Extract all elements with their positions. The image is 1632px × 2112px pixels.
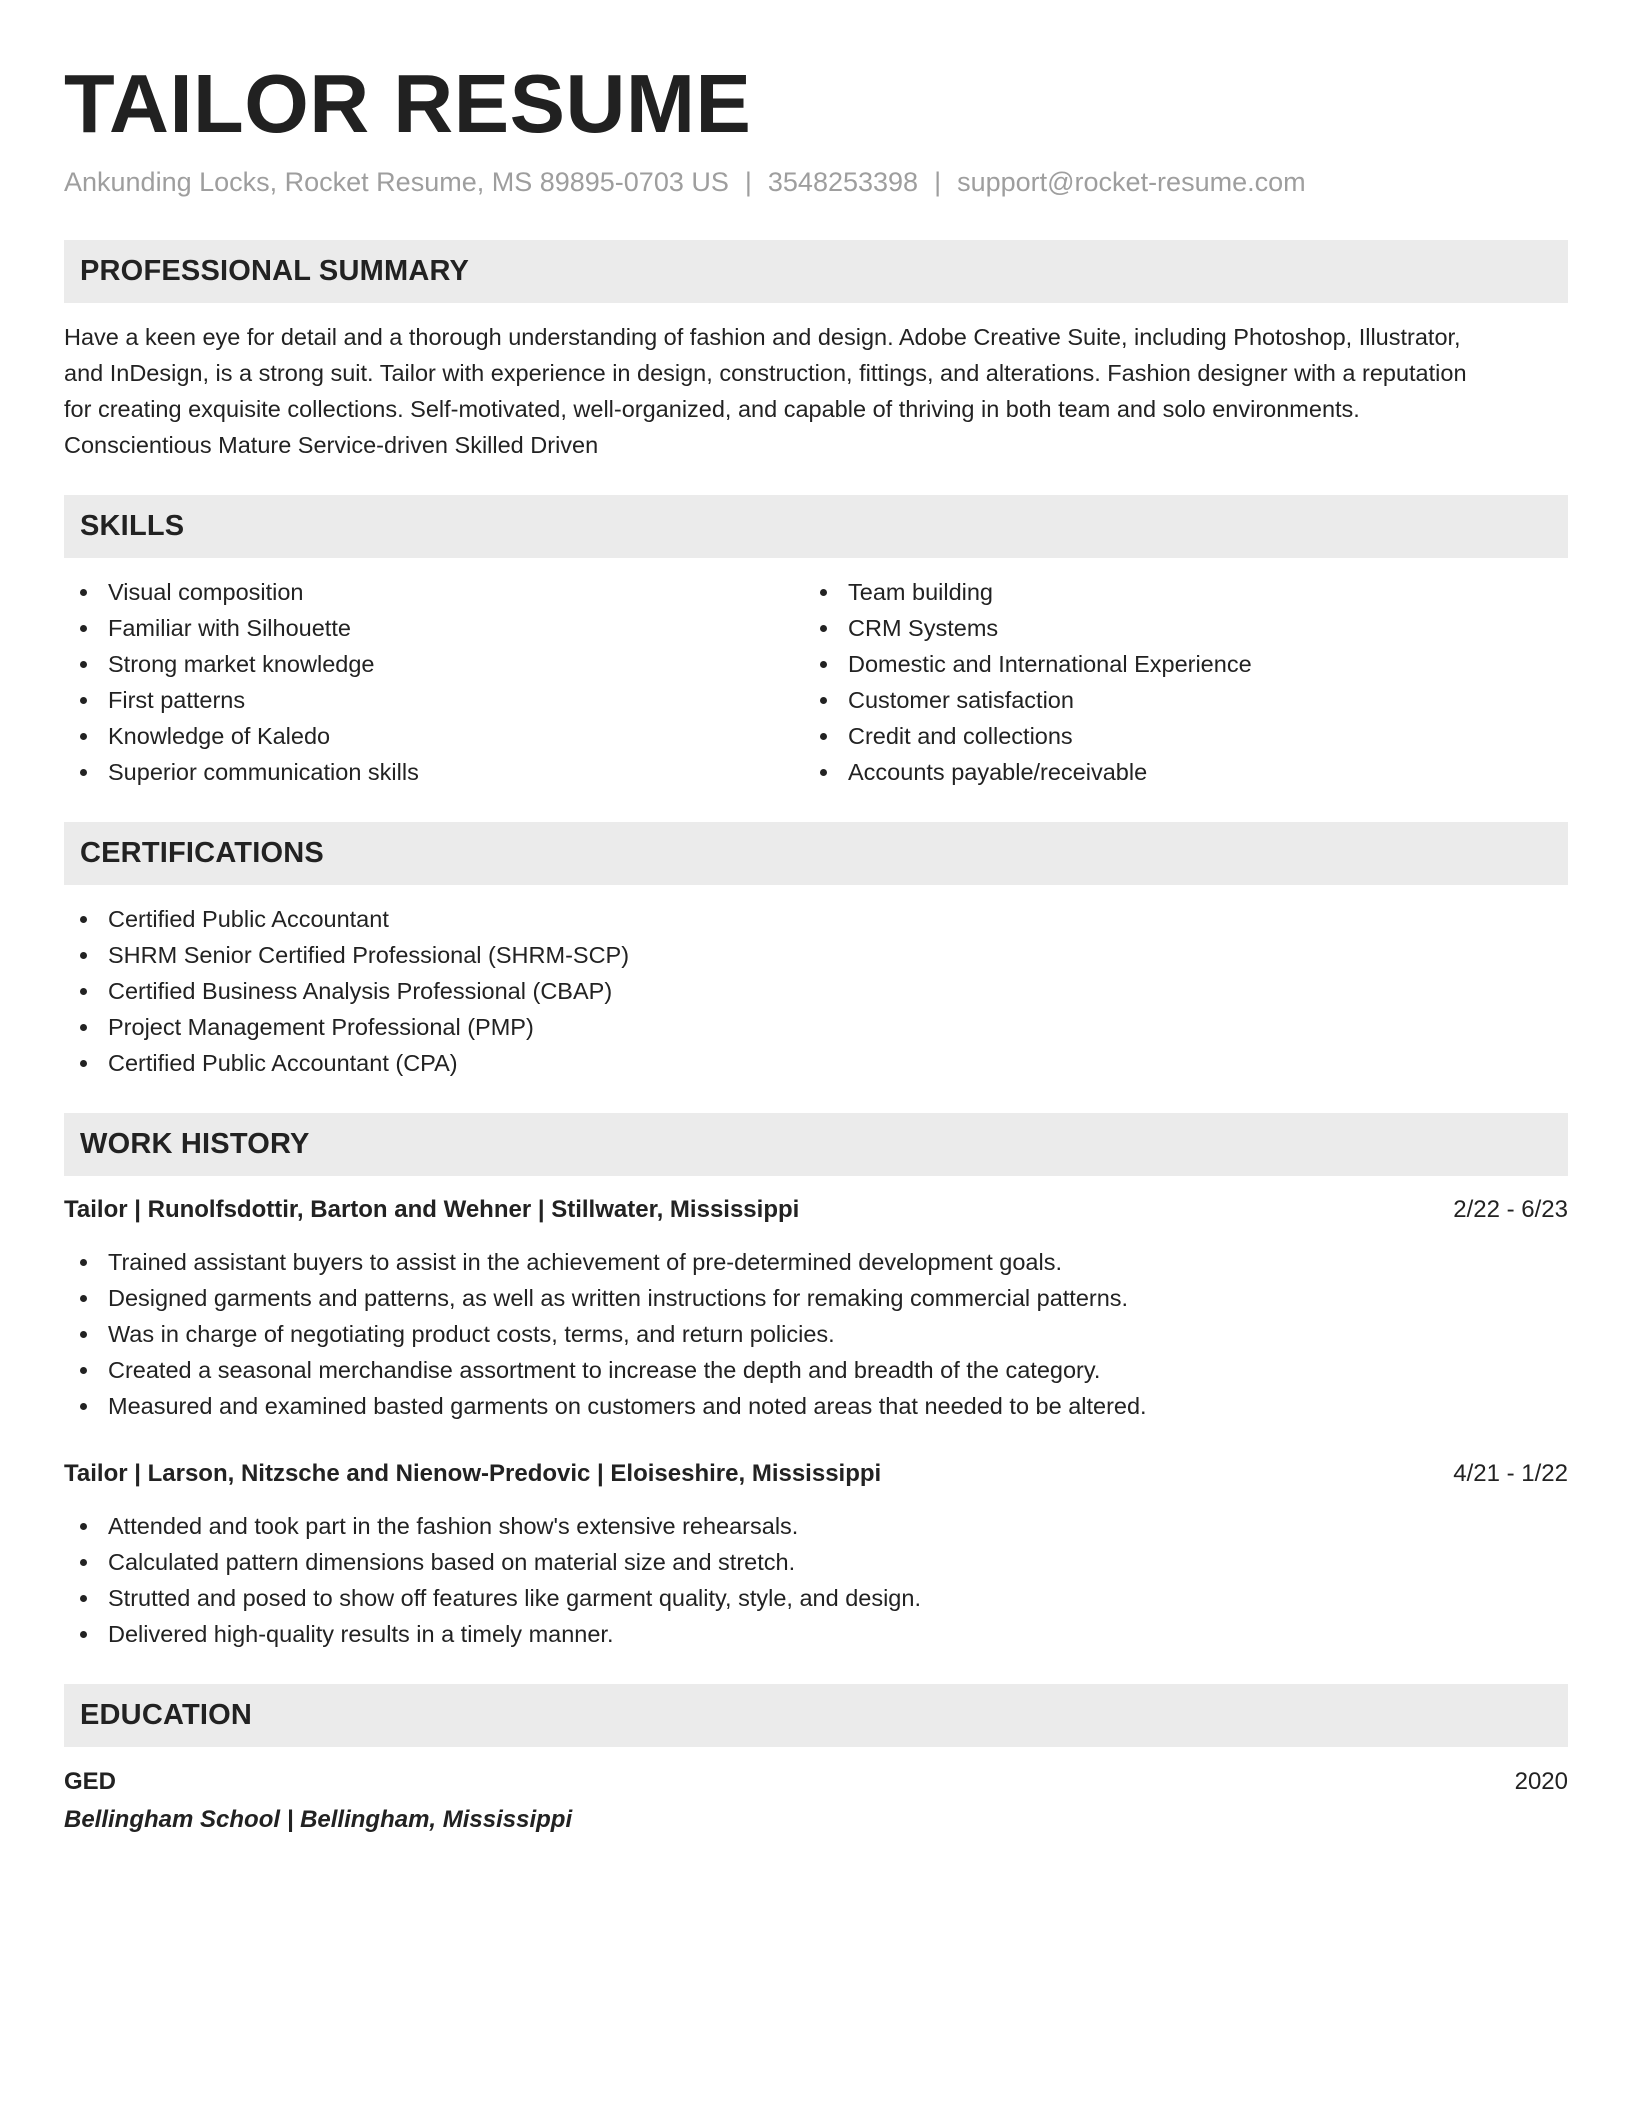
- certification-label: SHRM Senior Certified Professional (SHRM-SCP): [108, 942, 630, 968]
- bullet-dot: [80, 589, 87, 596]
- skill-item: [804, 574, 1544, 610]
- summary-line: and InDesign, is a strong suit. Tailor with experience in design, construction, fittings, and alterations. Fashion designer with a reputation: [64, 360, 1467, 386]
- job-bullet: [64, 1388, 1568, 1424]
- skill-label: Visual composition: [108, 579, 304, 605]
- bullet-dot: [820, 697, 827, 704]
- job-bullets: [64, 1508, 1568, 1652]
- job-bullet: [64, 1616, 1568, 1652]
- contact-email: support@rocket-resume.com: [957, 167, 1306, 197]
- job-title: Tailor | Runolfsdottir, Barton and Wehner | Stillwater, Mississippi: [64, 1196, 800, 1223]
- skill-label: Familiar with Silhouette: [108, 615, 351, 641]
- bullet-dot: [80, 1367, 87, 1374]
- education-header: [64, 1763, 1568, 1801]
- job-dates: 2/22 - 6/23: [1453, 1196, 1568, 1223]
- certification-label: Certified Business Analysis Professional (CBAP): [108, 978, 613, 1004]
- skill-label: Strong market knowledge: [108, 651, 375, 677]
- certification-label: Certified Public Accountant (CPA): [108, 1050, 458, 1076]
- skill-item: [804, 754, 1544, 790]
- skill-item: [64, 682, 804, 718]
- job-bullets: [64, 1244, 1568, 1424]
- bullet-dot: [820, 625, 827, 632]
- job-bullet: [64, 1352, 1568, 1388]
- bullet-dot: [80, 952, 87, 959]
- skill-item: [804, 718, 1544, 754]
- bullet-dot: [80, 697, 87, 704]
- education-heading: EDUCATION: [64, 1684, 1568, 1747]
- summary-line: Have a keen eye for detail and a thorough understanding of fashion and design. Adobe Creative Suite, including Photoshop, Illustrator,: [64, 324, 1461, 350]
- work-section: [64, 1113, 1568, 1652]
- skill-item: [64, 646, 804, 682]
- certifications-heading: CERTIFICATIONS: [64, 822, 1568, 885]
- skills-grid: [64, 574, 1568, 790]
- contact-line: [64, 164, 1568, 200]
- bullet-dot: [80, 1331, 87, 1338]
- education-year: 2020: [1514, 1768, 1568, 1795]
- certification-item: [64, 973, 1568, 1009]
- summary-section: [64, 240, 1568, 463]
- bullet-dot: [80, 916, 87, 923]
- bullet-dot: [820, 661, 827, 668]
- job-bullet-text: Strutted and posed to show off features like garment quality, style, and design.: [108, 1585, 921, 1611]
- job-entry: [64, 1192, 1568, 1424]
- certification-item: [64, 937, 1568, 973]
- certification-item: [64, 1045, 1568, 1081]
- skill-item: [64, 754, 804, 790]
- skill-item: [804, 682, 1544, 718]
- skill-label: Accounts payable/receivable: [848, 759, 1148, 785]
- skill-label: CRM Systems: [848, 615, 999, 641]
- skills-list-right: [804, 574, 1544, 790]
- bullet-dot: [820, 769, 827, 776]
- skills-section: [64, 495, 1568, 790]
- job-bullet: [64, 1508, 1568, 1544]
- contact-address: Ankunding Locks, Rocket Resume, MS 89895-0703 US: [64, 167, 729, 197]
- bullet-dot: [80, 769, 87, 776]
- skills-list-left: [64, 574, 804, 790]
- job-bullet-text: Attended and took part in the fashion show's extensive rehearsals.: [108, 1513, 799, 1539]
- job-bullet-text: Trained assistant buyers to assist in the achievement of pre-determined development goals.: [108, 1249, 1062, 1275]
- bullet-dot: [820, 733, 827, 740]
- education-degree: GED: [64, 1768, 117, 1795]
- job-bullet-text: Calculated pattern dimensions based on material size and stretch.: [108, 1549, 796, 1575]
- bullet-dot: [80, 1024, 87, 1031]
- bullet-dot: [80, 1595, 87, 1602]
- contact-separator: |: [934, 167, 942, 197]
- job-dates: 4/21 - 1/22: [1453, 1460, 1568, 1487]
- skill-label: Knowledge of Kaledo: [108, 723, 331, 749]
- skill-item: [804, 646, 1544, 682]
- contact-separator: |: [744, 167, 752, 197]
- bullet-dot: [80, 1295, 87, 1302]
- certification-label: Project Management Professional (PMP): [108, 1014, 534, 1040]
- bullet-dot: [80, 1060, 87, 1067]
- bullet-dot: [80, 733, 87, 740]
- skill-item: [804, 610, 1544, 646]
- skill-label: Domestic and International Experience: [848, 651, 1252, 677]
- bullet-dot: [80, 1523, 87, 1530]
- skill-item: [64, 574, 804, 610]
- bullet-dot: [80, 1403, 87, 1410]
- certifications-list: [64, 901, 1568, 1081]
- bullet-dot: [80, 625, 87, 632]
- job-bullet: [64, 1244, 1568, 1280]
- bullet-dot: [80, 1259, 87, 1266]
- job-bullet-text: Designed garments and patterns, as well as written instructions for remaking commercial patterns.: [108, 1285, 1129, 1311]
- bullet-dot: [820, 589, 827, 596]
- job-bullet: [64, 1580, 1568, 1616]
- job-header: [64, 1192, 1568, 1228]
- job-entry: [64, 1456, 1568, 1652]
- job-bullet: [64, 1544, 1568, 1580]
- resume-name: TAILOR RESUME: [64, 57, 752, 150]
- bullet-dot: [80, 988, 87, 995]
- bullet-dot: [80, 1631, 87, 1638]
- skill-item: [64, 610, 804, 646]
- summary-heading: PROFESSIONAL SUMMARY: [64, 240, 1568, 303]
- skill-label: Team building: [848, 579, 994, 605]
- job-bullet-text: Measured and examined basted garments on customers and noted areas that needed to be altered.: [108, 1393, 1147, 1419]
- certification-label: Certified Public Accountant: [108, 906, 389, 932]
- skill-label: Superior communication skills: [108, 759, 419, 785]
- education-section: [64, 1684, 1568, 1839]
- certifications-section: [64, 822, 1568, 1081]
- skill-label: Customer satisfaction: [848, 687, 1074, 713]
- skill-label: Credit and collections: [848, 723, 1073, 749]
- job-bullet-text: Was in charge of negotiating product costs, terms, and return policies.: [108, 1321, 835, 1347]
- skills-heading: SKILLS: [64, 495, 1568, 558]
- certification-item: [64, 901, 1568, 937]
- skill-item: [64, 718, 804, 754]
- bullet-dot: [80, 661, 87, 668]
- job-title: Tailor | Larson, Nitzsche and Nienow-Predovic | Eloiseshire, Mississippi: [64, 1460, 882, 1487]
- education-school: Bellingham School | Bellingham, Mississippi: [64, 1806, 573, 1833]
- summary-text: [64, 319, 1568, 463]
- bullet-dot: [80, 1559, 87, 1566]
- contact-phone: 3548253398: [767, 167, 919, 197]
- work-heading: WORK HISTORY: [64, 1113, 1568, 1176]
- summary-line: Conscientious Mature Service-driven Skilled Driven: [64, 432, 599, 458]
- job-header: [64, 1456, 1568, 1492]
- job-bullet: [64, 1316, 1568, 1352]
- certification-item: [64, 1009, 1568, 1045]
- skill-label: First patterns: [108, 687, 246, 713]
- summary-line: for creating exquisite collections. Self-motivated, well-organized, and capable of thriving in both team and solo environments.: [64, 396, 1360, 422]
- job-bullet: [64, 1280, 1568, 1316]
- job-bullet-text: Delivered high-quality results in a timely manner.: [108, 1621, 614, 1647]
- job-bullet-text: Created a seasonal merchandise assortment to increase the depth and breadth of the category.: [108, 1357, 1101, 1383]
